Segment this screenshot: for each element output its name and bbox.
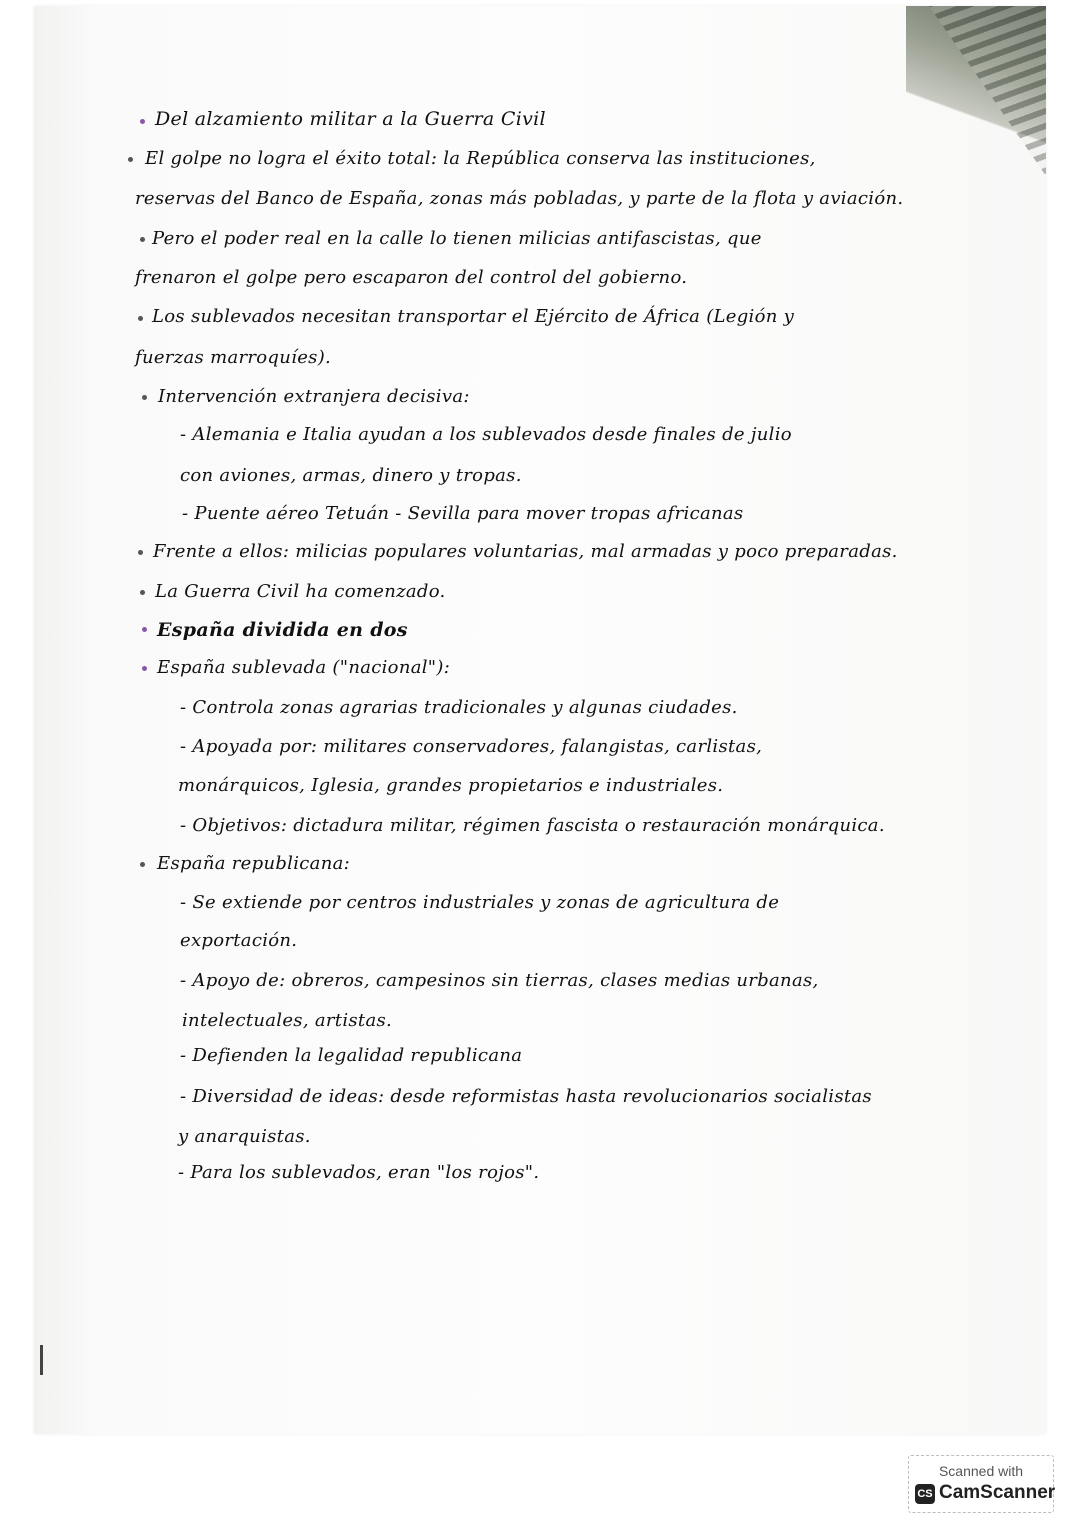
- note-subline: - Objetivos: dictadura militar, régimen fascista o restauración monárquica.: [180, 815, 885, 836]
- bullet: [138, 316, 143, 321]
- note-subline: - Alemania e Italia ayudan a los sublevados desde finales de julio: [180, 424, 792, 445]
- camscanner-badge: [908, 1455, 1054, 1513]
- note-subline: - Controla zonas agrarias tradicionales y algunas ciudades.: [180, 697, 738, 718]
- notebook-page: [34, 6, 1046, 1434]
- bullet-purple: [142, 627, 147, 632]
- note-subline: - Apoyada por: militares conservadores, falangistas, carlistas,: [180, 736, 763, 757]
- note-line: frenaron el golpe pero escaparon del control del gobierno.: [135, 267, 688, 288]
- heading-espana-dividida: España dividida en dos: [157, 619, 408, 641]
- bullet: [128, 157, 133, 162]
- camscanner-logo-icon: CS: [915, 1484, 935, 1504]
- note-subline: con aviones, armas, dinero y tropas.: [180, 465, 522, 486]
- page-corner-background: [906, 6, 1046, 181]
- bullet: [138, 550, 143, 555]
- note-line: Frente a ellos: milicias populares voluntarias, mal armadas y poco preparadas.: [153, 541, 898, 562]
- note-line: Intervención extranjera decisiva:: [158, 386, 470, 407]
- bullet: [140, 862, 145, 867]
- note-subline: - Defienden la legalidad republicana: [180, 1045, 523, 1066]
- note-subline: monárquicos, Iglesia, grandes propietarios e industriales.: [178, 775, 724, 796]
- bullet: [140, 590, 145, 595]
- note-subline: - Diversidad de ideas: desde reformistas hasta revolucionarios socialistas: [180, 1086, 872, 1107]
- note-subline: - Apoyo de: obreros, campesinos sin tierras, clases medias urbanas,: [180, 970, 819, 991]
- note-subline: intelectuales, artistas.: [182, 1010, 393, 1031]
- note-line: Los sublevados necesitan transportar el Ejército de África (Legión y: [152, 306, 795, 327]
- bullet: [142, 395, 147, 400]
- subheading-espana-republicana: España republicana:: [157, 853, 350, 874]
- camscanner-brand: CamScanner: [939, 1482, 1056, 1503]
- note-line: fuerzas marroquíes).: [135, 347, 332, 368]
- note-subline: - Para los sublevados, eran "los rojos".: [178, 1162, 540, 1183]
- heading-alzamiento: Del alzamiento militar a la Guerra Civil: [155, 108, 546, 130]
- note-subline: - Puente aéreo Tetuán - Sevilla para mover tropas africanas: [182, 503, 744, 524]
- note-line: reservas del Banco de España, zonas más pobladas, y parte de la flota y aviación.: [135, 188, 904, 209]
- subheading-espana-sublevada: España sublevada ("nacional"):: [157, 657, 451, 678]
- note-line: El golpe no logra el éxito total: la República conserva las instituciones,: [145, 148, 816, 169]
- note-subline: y anarquistas.: [178, 1126, 311, 1147]
- note-line: Pero el poder real en la calle lo tienen milicias antifascistas, que: [152, 228, 762, 249]
- page-edge-mark: [40, 1345, 43, 1375]
- bullet-purple: [142, 666, 147, 671]
- bullet: [140, 237, 145, 242]
- note-line: La Guerra Civil ha comenzado.: [155, 581, 446, 602]
- scanned-with-caption: Scanned with: [938, 1463, 1024, 1479]
- bullet-purple: [140, 119, 145, 124]
- note-subline: - Se extiende por centros industriales y zonas de agricultura de: [180, 892, 780, 913]
- note-subline: exportación.: [180, 930, 298, 951]
